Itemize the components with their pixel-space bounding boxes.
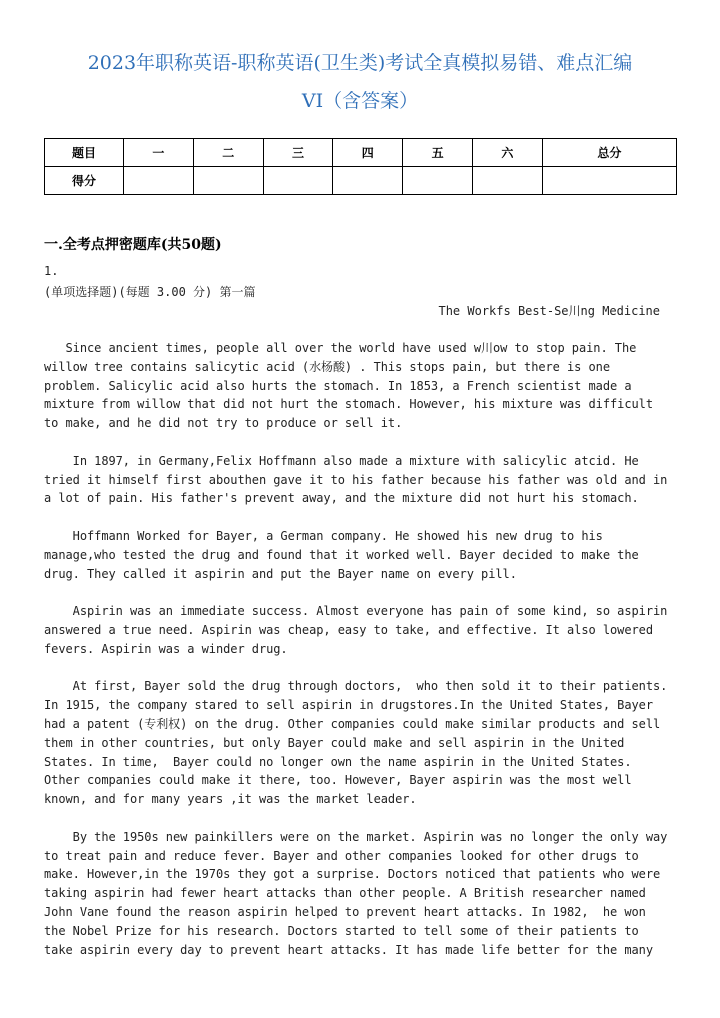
title-line-2: VI（含答案） [301, 90, 419, 112]
header-cell: 五 [403, 139, 473, 167]
score-cell[interactable] [193, 167, 263, 195]
row-label-cell: 得分 [45, 167, 124, 195]
score-cell[interactable] [403, 167, 473, 195]
header-cell: 二 [193, 139, 263, 167]
score-cell[interactable] [263, 167, 333, 195]
header-cell: 六 [472, 139, 542, 167]
document-title [20, 44, 700, 120]
score-table-header-row [45, 139, 677, 167]
passage-body [44, 339, 684, 978]
score-cell[interactable] [124, 167, 194, 195]
score-cell[interactable] [472, 167, 542, 195]
title-line-1: 2023年职称英语-职称英语(卫生类)考试全真模拟易错、难点汇编 [87, 52, 633, 74]
passage-paragraph: Aspirin was an immediate success. Almost everyone has pain of some kind, so aspirin answered a true need. Aspirin was cheap, easy to take, and effective. It also lowered fevers. Aspirin was a winder drug. [44, 604, 668, 656]
score-cell[interactable] [333, 167, 403, 195]
header-cell: 三 [263, 139, 333, 167]
question-meta: (单项选择题)(每题 3.00 分) 第一篇 [44, 285, 256, 299]
score-table [44, 138, 677, 195]
section-title: 一.全考点押密题库(共50题) [44, 237, 222, 253]
passage-paragraph: By the 1950s new painkillers were on the market. Aspirin was no longer the only way to treat pain and reduce fever. Bayer and other companies looked for other drugs to make. However,in the 1970s they got a surprise. Doctors noticed that patients who were taking aspirin had fewer heart attacks than other people. A British researcher named John Vane found the reason aspirin helped to prevent heart attacks. In 1982, he won the Nobel Prize for his research. Doctors started to tell some of their patients to take aspirin every day to prevent heart attacks. It has made life better for the many [44, 829, 668, 957]
passage-paragraph: Since ancient times, people all over the world have used w川ow to stop pain. The willow tree contains salicytic acid (水杨酸) . This stops pain, but there is one problem. Salicylic acid also hurts the stomach. In 1853, a French scientist made a mixture from willow that did not hurt the stomach. However, his mixture was difficult to make, and he did not try to produce or sell it. [44, 341, 653, 431]
score-cell[interactable] [542, 167, 676, 195]
header-cell: 四 [333, 139, 403, 167]
passage-paragraph: At first, Bayer sold the drug through doctors, who then sold it to their patients. In 1915, the company stared to sell aspirin in drugstores.In the United States, Bayer had a patent (专利权) on the drug. Other companies could make similar products and sell them in other countries, but only Bayer could make and sell aspirin in the United States. In time, Bayer could no longer own the name aspirin in the United States. Other companies could make it there, too. However, Bayer aspirin was the most well known, and for many years ,it was the market leader. [44, 679, 668, 807]
question-number: 1. [44, 264, 59, 278]
passage-paragraph: Hoffmann Worked for Bayer, a German company. He showed his new drug to his manage,who tested the drug and found that it worked well. Bayer decided to make the drug. They called it aspirin and put the Bayer name on every pill. [44, 528, 639, 581]
score-table-score-row [45, 167, 677, 195]
header-cell: 总分 [542, 139, 676, 167]
header-cell: 题目 [45, 139, 124, 167]
passage-paragraph: In 1897, in Germany,Felix Hoffmann also made a mixture with salicylic atcid. He tried it himself first abouthen gave it to his father because his father was old and in a lot of pain. His father's prevent away, and the mixture did not hurt his stomach. [44, 453, 668, 506]
header-cell: 一 [124, 139, 194, 167]
passage-title: The Workfs Best-Se川ng Medicine [438, 304, 660, 318]
